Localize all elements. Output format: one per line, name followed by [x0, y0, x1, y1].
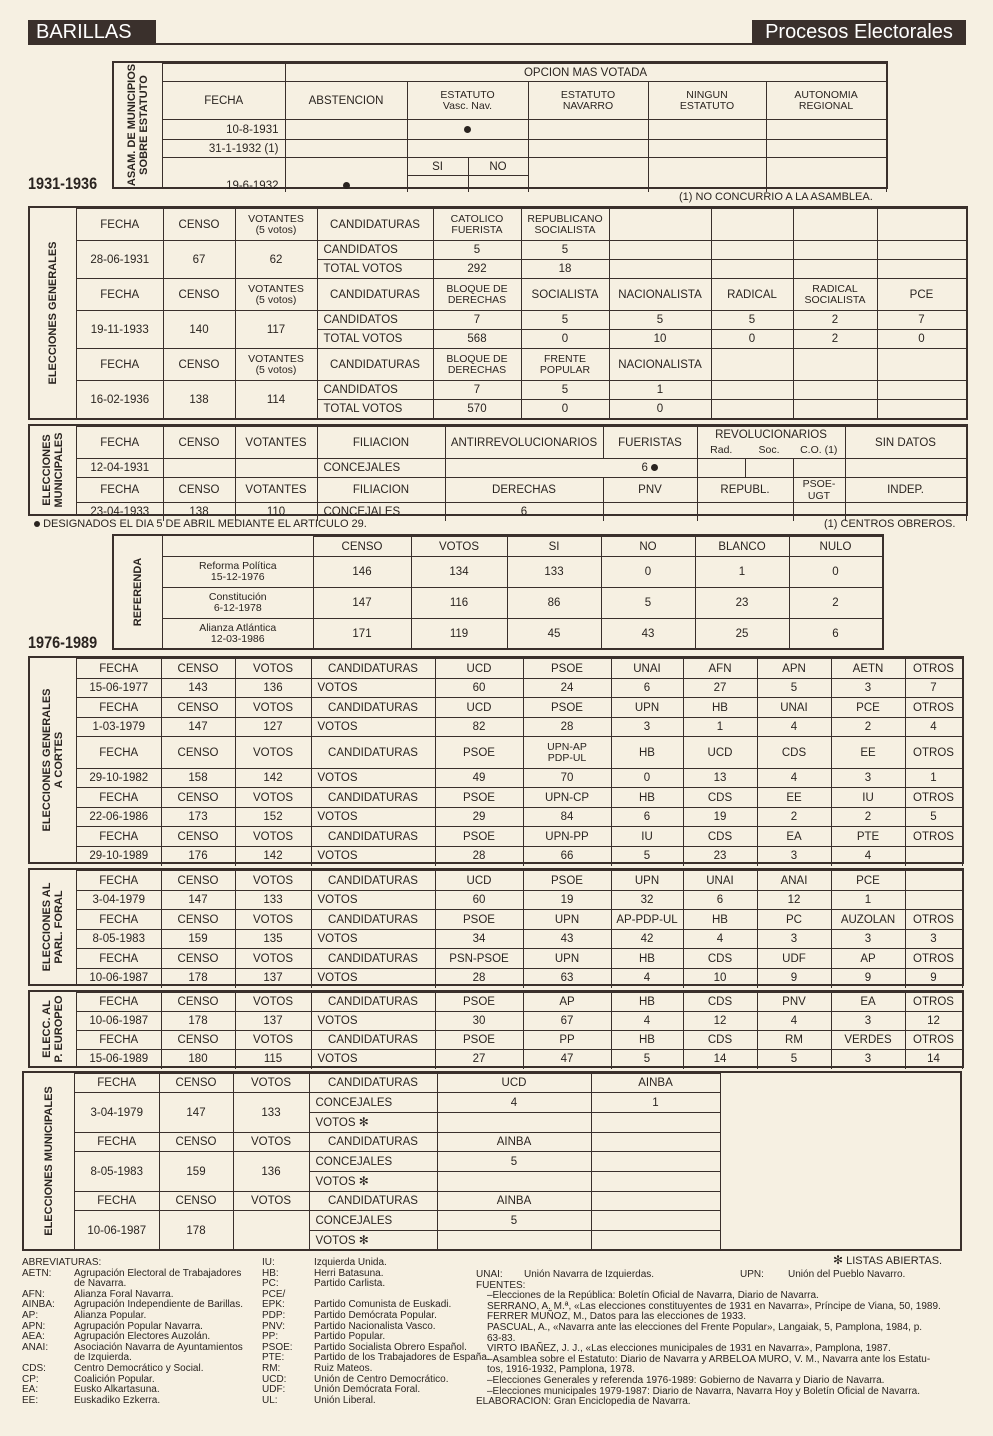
asamblea-date-2: 31-1-1932 (1)	[163, 140, 285, 158]
parl-europeo-side-label: ELECC. AL P. EUROPEO	[30, 992, 77, 1066]
abbreviations-col2	[262, 1258, 490, 1406]
table-row: 3-04-1979 147 133 CONCEJALES 4 1	[75, 1093, 720, 1113]
designation-dot	[651, 464, 658, 471]
source-line: PASCUAL, A., «Navarra ante las elecciones del Frente Popular», Langaiak, 5, Pamplona, 1984, p.	[487, 1321, 923, 1333]
parl-foral-table	[77, 870, 963, 988]
abbreviation-entry: EPK: Partido Comunista de Euskadi.	[262, 1299, 452, 1311]
abbreviation-entry: PP: Partido Popular.	[262, 1331, 386, 1343]
abbreviation-entry: APN: Agrupación Popular Navarra.	[22, 1320, 203, 1332]
abbreviation-entry: AP: Alianza Popular.	[22, 1309, 147, 1321]
table-row: 22-06-1986 173 152 VOTOS 29 84 6 19 2 2 5	[77, 808, 962, 827]
asterisk-icon: ✻	[358, 1174, 369, 1188]
table-row: 29-10-1982 158 142 VOTOS 49 70 0 13 4 3 1	[77, 769, 962, 788]
abbreviation-entry: UCD: Unión de Centro Democrático.	[262, 1373, 449, 1385]
abbreviation-entry: IU: Izquierda Unida.	[262, 1257, 387, 1268]
abbreviation-entry: EE: Euskadiko Ezkerra.	[22, 1394, 161, 1406]
table-row: 15-06-1989 180 115 VOTOS 27 47 5 14 5 3 14	[77, 1050, 962, 1069]
abbreviation-entry: AINBA: Agrupación Independiente de Barillas.	[22, 1299, 244, 1311]
table-row: 8-05-1983 159 136 CONCEJALES 5	[75, 1152, 720, 1172]
parl-europeo-box	[28, 990, 964, 1068]
municipales-1979-box	[22, 1071, 962, 1251]
generales-cortes-table	[77, 658, 963, 866]
abbreviation-entry: PTE: Partido de los Trabajadores de España.	[262, 1352, 490, 1364]
asamblea-date-1: 10-8-1931	[163, 120, 285, 140]
abbreviation-entry: PNV: Partido Nacionalista Vasco.	[262, 1320, 436, 1332]
referendum-row: Alianza Atlántica 12-03-1986 171 119 45 43 25 6	[163, 619, 882, 649]
asterisk-icon: ✻	[833, 1253, 844, 1267]
source-line: FERRER MUÑOZ, M., Datos para las elecciones de 1933.	[487, 1311, 746, 1323]
generales-cortes-side-label: ELECCIONES GENERALES A CORTES	[30, 658, 77, 862]
abbreviation-entry: CP: Coalición Popular.	[22, 1373, 155, 1385]
page-header-right: Procesos Electorales	[752, 20, 966, 44]
referenda-box	[112, 534, 884, 650]
asterisk-icon: ✻	[358, 1233, 369, 1248]
municipales-1931-box	[28, 424, 968, 516]
vote-marker-dot	[464, 126, 471, 133]
abbreviation-entry: AETN: Agrupación Electoral de Trabajadores	[22, 1267, 242, 1279]
referenda-table: CENSO VOTOS SI NO BLANCO NULO Reforma Política 15-12-1976 146 134 133 0 1 0 Constitución 6-12-1978 147 116 86 5 23 2 Alianza Atlántica 12-03-1986 171 119 45 43 25 6	[163, 536, 883, 649]
source-line: –Elecciones municipales 1979-1987: Diario de Navarra, Navarra Hoy y Boletín Oficial de Navarra.	[487, 1385, 920, 1397]
municipales-1979-side-label: ELECCIONES MUNICIPALES	[24, 1073, 75, 1249]
generales-1931-box	[28, 206, 968, 420]
asamblea-side-label: ASAM. DE MUNICIPIOS SOBRE ESTATUTO	[114, 63, 163, 187]
abbreviation-entry: de Navarra.	[74, 1278, 127, 1290]
parl-europeo-table	[77, 992, 963, 1069]
source-line: SERRANO, A. M.ª, «Las elecciones constituyentes de 1931 en Navarra», Príncipe de Viana, 50, 1989.	[487, 1300, 941, 1312]
generales-cortes-box	[28, 656, 964, 864]
asamblea-date-3: 19-6-1932	[163, 158, 285, 192]
asamblea-table: OPCION MAS VOTADA FECHA ABSTENCION ESTATUTO Vasc. Nav. ESTATUTO NAVARRO NINGUN ESTATUTO AUTONOMIA REGIONAL 10-8-1931 31-1-1932 (1) 19-6-1932 SI NO	[163, 63, 887, 192]
abbreviation-entry: AFN: Alianza Foral Navarra.	[22, 1288, 174, 1300]
table-row: 15-06-1977 143 136 VOTOS 60 24 6 27 5 3 7	[77, 679, 962, 698]
header-row: FECHA CENSO VOTOS CANDIDATURAS PSOE UPN-CP HB CDS EE IU OTROS	[77, 788, 962, 808]
abbreviation-entry: ANAI: Asociación Navarra de Ayuntamientos	[22, 1341, 243, 1353]
header-row: FECHA CENSO VOTOS CANDIDATURAS PSOE UPN-PP IU CDS EA PTE OTROS	[77, 827, 962, 847]
header-rule	[28, 43, 966, 45]
listas-abiertas-note: ✻ LISTAS ABIERTAS.	[833, 1253, 943, 1267]
abbreviations-col3: UNAI: Unión Navarra de Izquierdas. FUENTES: –Elecciones de la República: Boletín Oficial de Navarra, Diario de Navarra. SERRANO, A. M.ª, «Las elecciones constituyentes de 1931 en Navarra», Príncipe de Viana, 50, 1989. FERRER MUÑOZ, M., Datos para las elecciones de 1933. PASCUAL, A., «Navarra ante las elecciones del Frente Popular», Langaiak, 5, Pamplona, 1984, p. 63-83. VIRTO IBAÑEZ, J. J., «Las elecciones municipales de 1931 en Navarra», Pamplona, 1987. –Asamblea sobre el Estatuto: Diario de Navarra y ARBELOA MURO, V. M., Navarra ante los Estatu- tos, 1916-1932, Pamplona, 1978. –Elecciones Generales y referenda 1976-1989: Gobierno de Navarra y Diario de Navarra. –Elecciones municipales 1979-1987: Diario de Navarra, Navarra Hoy y Boletín Oficial de Navarra. ELABORACION: Gran Enciclopedia de Navarra.	[476, 1269, 941, 1408]
referendum-row: Reforma Política 15-12-1976 146 134 133 0 1 0	[163, 557, 882, 588]
header-row: FECHA CENSO VOTOS CANDIDATURAS PSOE PP HB CDS RM VERDES OTROS	[77, 1031, 962, 1050]
asterisk-icon: ✻	[358, 1115, 369, 1129]
sources-title: FUENTES:	[476, 1279, 526, 1291]
abbreviation-entry: UL: Unión Liberal.	[262, 1394, 376, 1406]
abbreviation-entry: RM: Ruiz Mateos.	[262, 1362, 373, 1374]
source-line: –Asamblea sobre el Estatuto: Diario de Navarra y ARBELOA MURO, V. M., Navarra ante los Estatu-	[487, 1353, 931, 1365]
period-1931-1936: 1931-1936	[28, 174, 98, 193]
municipales-1931-table: FECHA CENSO VOTANTES FILIACION ANTIRREVOLUCIONARIOS FUERISTAS REVOLUCIONARIOS SIN DATOS Rad. Soc. C.O. (1) 12-04-1931 CONCEJALES 6 FECHA CENSO VOTANTES FILIACION DERECHAS PNV REPUBL. PSOE-UGT INDEP. 23-04-1933 138 110 CONCEJALES 6	[77, 426, 967, 521]
header-row: FECHA CENSO VOTOS CANDIDATURAS PSOE UPN-AP PDP-UL HB UCD CDS EE OTROS	[77, 737, 962, 769]
parl-foral-side-label: ELECCIONES AL PARL. FORAL	[30, 870, 77, 984]
abbreviations-col4: UPN: Unión del Pueblo Navarro.	[740, 1269, 906, 1280]
generales-1931-table: FECHA CENSO VOTANTES (5 votos) CANDIDATURAS CATOLICO FUERISTA REPUBLICANO SOCIALISTA 28-06-1931 67 62 CANDIDATOS 5 5 TOTAL VOTOS 292 18 FECHA CENSO VOTANTES (5 votos) CANDIDATURAS BLOQUE DE DERECHAS SOCIALISTA NACIONALISTA RADICAL RADICAL SOCIALISTA PCE 19-11-1933 140 117 CANDIDATOS 7 5 5 5 2 7 TOTAL VOTOS 568 0 10 0 2 0 FECHA CENSO VOTANTES (5 votos) CANDIDATURAS BLOQUE DE DERECHAS FRENTE POPULAR NACIONALISTA 16-02-1936 138 114 CANDIDATOS 7 5 1 TOTAL VOTOS 570 0 0	[77, 208, 967, 419]
abbreviation-entry: de Izquierda.	[74, 1352, 132, 1364]
abbreviation-entry: PCE/	[262, 1288, 286, 1300]
source-line: –Elecciones de la República: Boletín Oficial de Navarra, Diario de Navarra.	[487, 1290, 819, 1302]
abbreviations-col1	[22, 1258, 243, 1406]
header-row: FECHA CENSO VOTOS CANDIDATURAS AINBA	[75, 1192, 720, 1211]
abbreviation-entry: PDP: Partido Demócrata Popular.	[262, 1309, 437, 1321]
table-row: 10-06-1987 178 CONCEJALES 5	[75, 1211, 720, 1231]
vote-marker-dot	[343, 182, 350, 189]
table-row: VOTOS ✻	[75, 1231, 720, 1251]
table-row: 3-04-1979 147 133 VOTOS 60 19 32 6 12 1	[77, 891, 962, 910]
header-row: FECHA CENSO VOTOS CANDIDATURAS AINBA	[75, 1133, 720, 1152]
abbreviation-entry: CDS: Centro Democrático y Social.	[22, 1362, 204, 1374]
municipales-1931-side-label: ELECCIONES MUNICIPALES	[30, 426, 77, 514]
abbreviation-entry: AEA: Agrupación Electores Auzolán.	[22, 1331, 211, 1343]
table-row: VOTOS ✻	[75, 1172, 720, 1192]
table-row: 8-05-1983 159 135 VOTOS 34 43 42 4 3 3 3	[77, 930, 962, 949]
source-line: tos, 1916-1932, Pamplona, 1978.	[487, 1364, 635, 1376]
bullet-dot-icon	[34, 521, 40, 527]
abbreviation-entry: UDF: Unión Demócrata Foral.	[262, 1384, 421, 1396]
municipales-1931-note: DESIGNADOS EL DIA 5 DE ABRIL MEDIANTE EL ARTICULO 29.	[34, 518, 367, 530]
header-row: FECHA CENSO VOTOS CANDIDATURAS PSN-PSOE UPN HB CDS UDF AP OTROS	[77, 949, 962, 969]
header-row: FECHA CENSO VOTOS CANDIDATURAS PSOE UPN AP-PDP-UL HB PC AUZOLAN OTROS	[77, 910, 962, 930]
centros-obreros-note: (1) CENTROS OBREROS.	[824, 518, 956, 530]
header-row: FECHA CENSO VOTOS CANDIDATURAS UCD AINBA	[75, 1074, 720, 1093]
abbreviation-entry: HB: Herri Batasuna.	[262, 1267, 384, 1279]
parl-foral-box	[28, 868, 964, 986]
table-row: VOTOS ✻	[75, 1113, 720, 1133]
municipales-1979-table	[75, 1073, 721, 1251]
source-line: 63-83.	[487, 1332, 516, 1344]
elaboration-credit: ELABORACION: Gran Enciclopedia de Navarra.	[476, 1396, 691, 1408]
generales-1931-side-label: ELECCIONES GENERALES	[30, 208, 77, 418]
abbreviation-entry: PC: Partido Carlista.	[262, 1278, 386, 1290]
table-row: 10-06-1987 178 137 VOTOS 30 67 4 12 4 3 12	[77, 1012, 962, 1031]
table-row: 29-10-1989 176 142 VOTOS 28 66 5 23 3 4	[77, 847, 962, 866]
abbreviation-entry: EA: Eusko Alkartasuna.	[22, 1384, 160, 1396]
referendum-row: Constitución 6-12-1978 147 116 86 5 23 2	[163, 588, 882, 619]
header-row: FECHA CENSO VOTOS CANDIDATURAS UCD PSOE UNAI AFN APN AETN OTROS	[77, 659, 962, 679]
asamblea-box	[112, 61, 888, 192]
page-header-left: BARILLAS	[28, 20, 156, 44]
source-line: –Elecciones Generales y referenda 1976-1989: Gobierno de Navarra y Diario de Navarra.	[487, 1374, 885, 1386]
source-line: VIRTO IBAÑEZ, J. J., «Las elecciones municipales de 1931 en Navarra», Pamplona, 1987.	[487, 1343, 891, 1355]
referenda-side-label: REFERENDA	[114, 536, 163, 648]
table-row: 1-03-1979 147 127 VOTOS 82 28 3 1 4 2 4	[77, 718, 962, 737]
header-row: FECHA CENSO VOTOS CANDIDATURAS PSOE AP HB CDS PNV EA OTROS	[77, 993, 962, 1012]
abbreviations-title: ABREVIATURAS:	[22, 1257, 102, 1268]
period-1976-1989: 1976-1989	[28, 633, 98, 652]
abbreviation-entry: PSOE: Partido Socialista Obrero Español.	[262, 1341, 467, 1353]
table-row: 10-06-1987 178 137 VOTOS 28 63 4 10 9 9 9	[77, 969, 962, 988]
header-row: FECHA CENSO VOTOS CANDIDATURAS UCD PSOE UPN HB UNAI PCE OTROS	[77, 698, 962, 718]
asamblea-footnote: (1) NO CONCURRIO A LA ASAMBLEA.	[679, 191, 873, 203]
header-row: FECHA CENSO VOTOS CANDIDATURAS UCD PSOE UPN UNAI ANAI PCE	[77, 871, 962, 891]
